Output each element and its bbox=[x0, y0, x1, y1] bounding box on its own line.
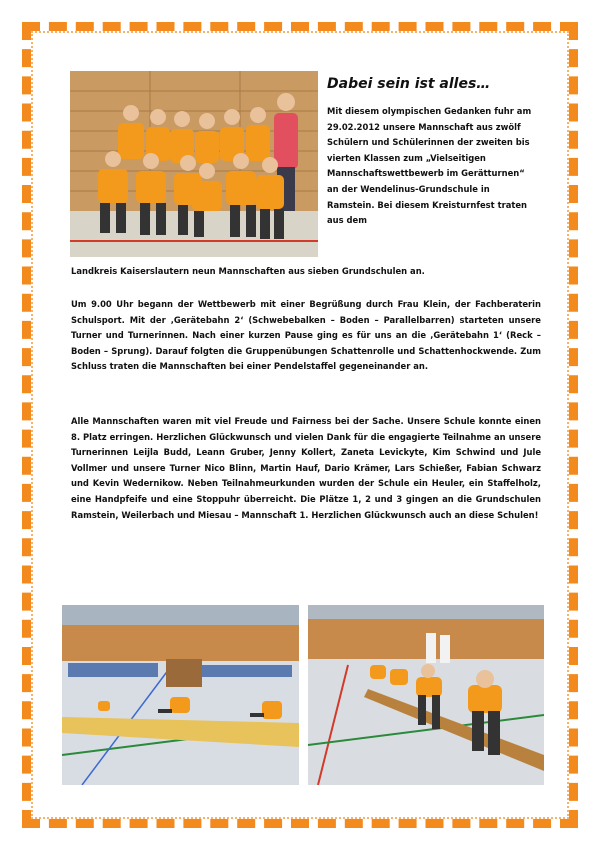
gym-photo-floor bbox=[62, 605, 299, 785]
article-title: Dabei sein ist alles… bbox=[327, 76, 491, 92]
team-photo bbox=[70, 71, 318, 257]
results-paragraph: Alle Mannschaften waren mit viel Freude und Fairness bei der Sache. Unsere Schule konnte einen 8. Platz erringen. Herzlichen Glückwunsch und vielen Dank für die engagierte Teilnahme an unsere Turnerinnen Leijla Budd, Leann Gruber, Jenny Kollert, Zaneta Levickyte, Kim Schwind und Jule Vollmer und unsere Turner Nico Blinn, Martin Hauf, Dario Krämer, Lars Schießer, Fabian Schwarz und Kevin Wedernikow. Neben Teilnahmeurkunden wurden der Schule ein Heuler, ein Staffelholz, eine Handpfeife und eine Stoppuhr überreicht. Die Plätze 1, 2 und 3 gingen an die Grundschulen Ramstein, Weilerbach und Miesau – Mannschaft 1. Herzlichen Glückwunsch auch an diese Schulen! bbox=[71, 416, 541, 520]
intro-paragraph: Mit diesem olympischen Gedanken fuhr am 29.02.2012 unsere Mannschaft aus zwölf Schülern und Schülerinnen der zweiten bis vierten Klassen zum „Vielseitigen Mannschaftswettbewerb im Gerätturnen“ an der Wendelinus-Grundschule in Ramstein. Bei diesem Kreisturnfest traten aus dem bbox=[327, 106, 532, 226]
gym-photo-beam bbox=[308, 605, 544, 785]
competition-paragraph: Um 9.00 Uhr begann der Wettbewerb mit einer Begrüßung durch Frau Klein, der Fachberaterin Schulsport. Mit der ‚Gerätebahn 2‘ (Schwebebalken – Boden – Parallelbarren) starteten unsere Turner und Turnerinnen. Nach einer kurzen Pause ging es für uns an die ‚Gerätebahn 1‘ (Reck – Boden – Sprung). Darauf folgten die Gruppenübungen Schattenrolle und Schattenhockwende. Zum Schluss traten die Mannschaften bei einer Pendelstaffel gegeneinander an. bbox=[71, 299, 541, 372]
intro-paragraph-continued: Landkreis Kaiserslautern neun Mannschaften aus sieben Grundschulen an. bbox=[71, 266, 425, 276]
